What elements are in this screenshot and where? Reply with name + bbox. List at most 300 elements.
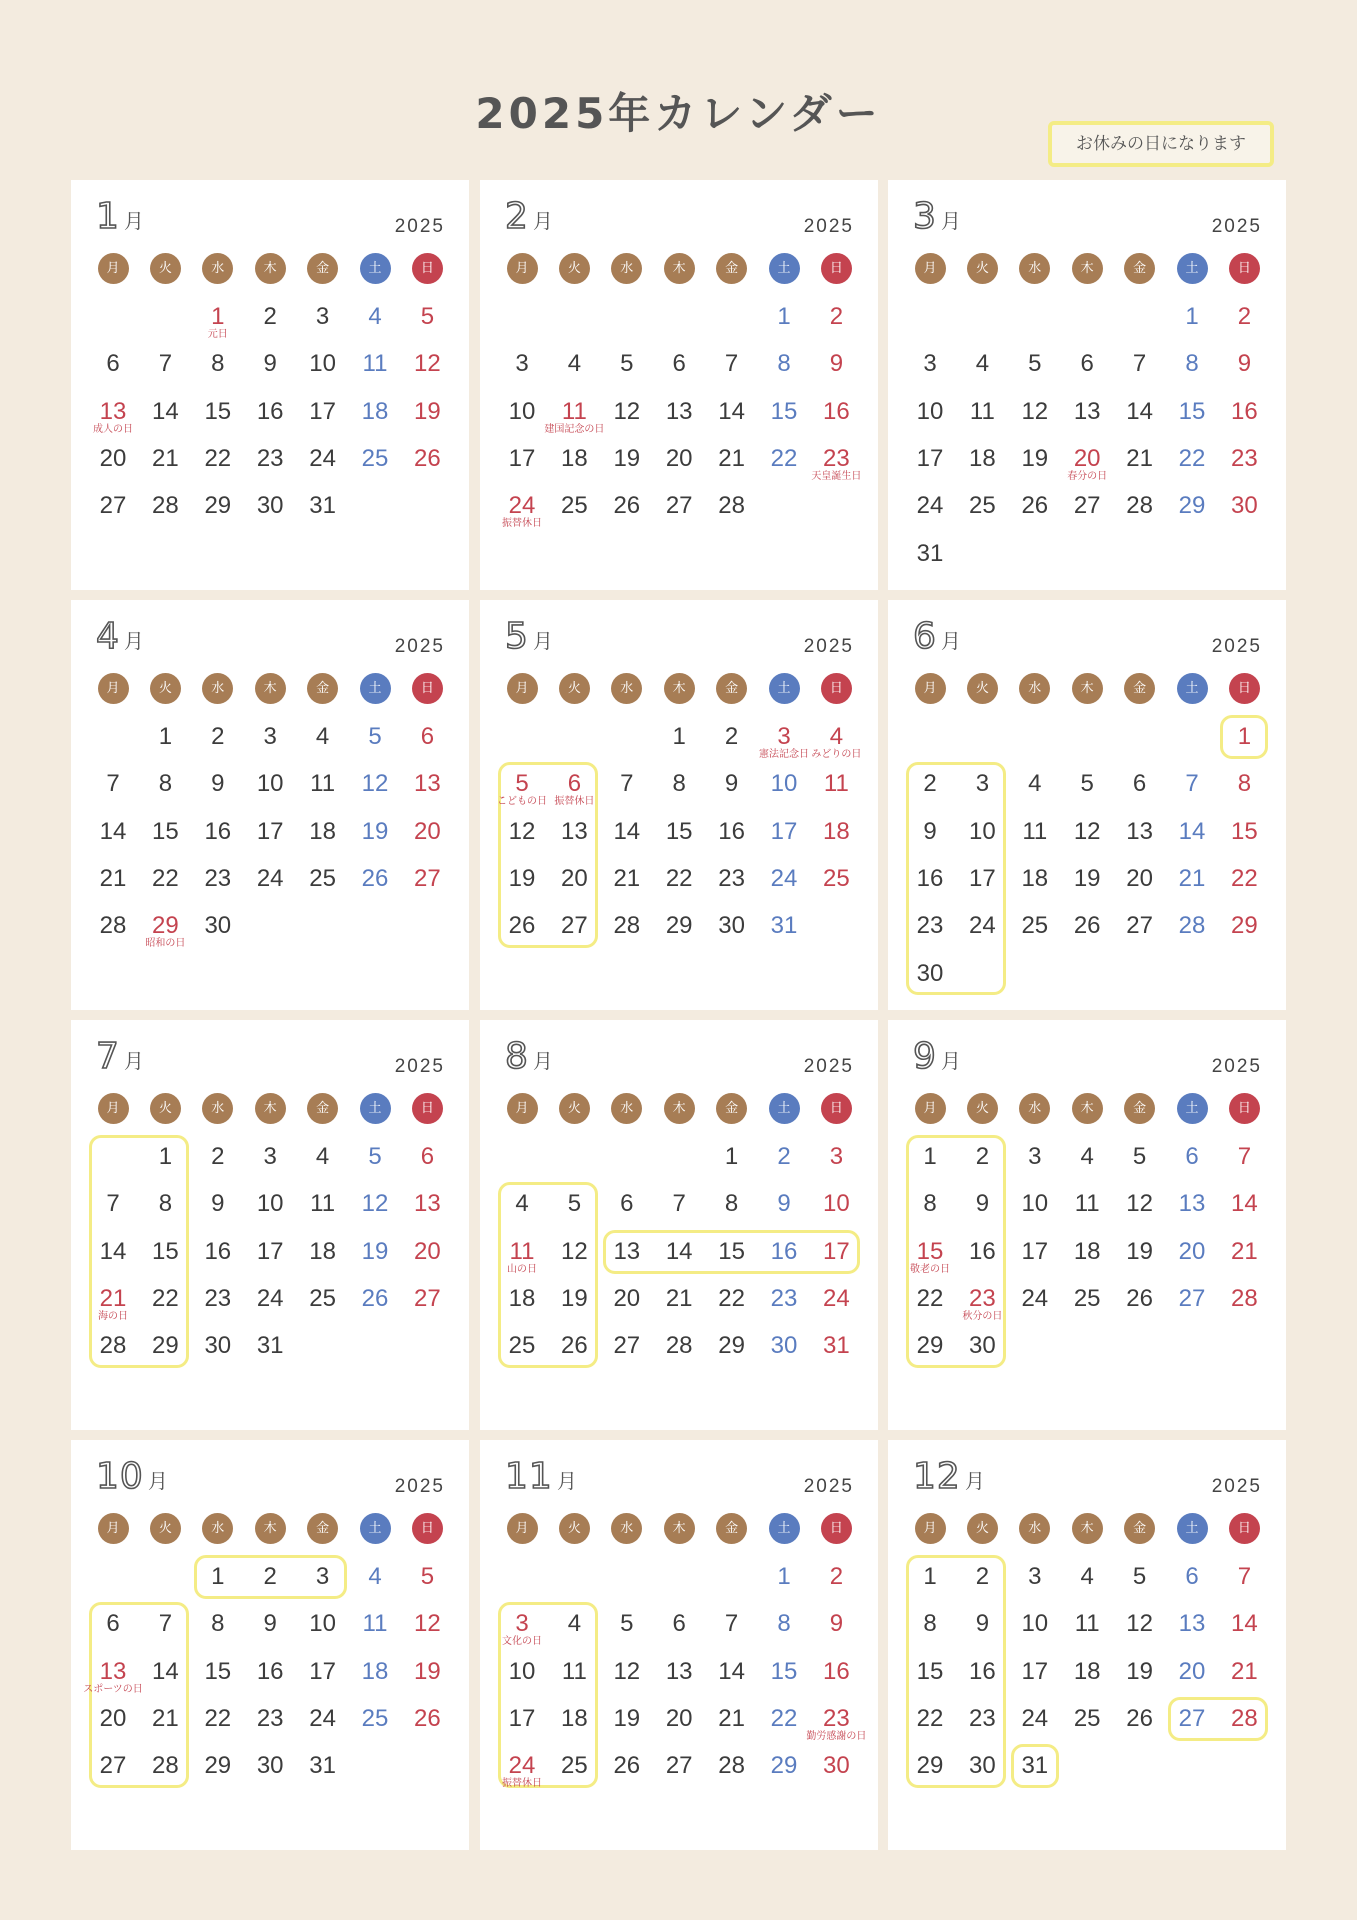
date-cell: 24: [1021, 1284, 1049, 1312]
weekday-badge-sun: 日: [821, 253, 852, 284]
date-cell: 15: [204, 397, 232, 425]
holiday-label: 成人の日: [93, 423, 133, 435]
date-cell: 9: [263, 350, 277, 378]
date-cell: 19: [1021, 444, 1049, 472]
date-cell: 10: [916, 397, 944, 425]
date-cell: 29: [1178, 492, 1206, 520]
date-cell: 23: [1231, 444, 1258, 472]
weekday-badge-sat: 土: [1177, 1513, 1208, 1544]
date-cell: 27: [1178, 1284, 1206, 1312]
date-cell: 16: [256, 397, 284, 425]
date-cell: 20: [1178, 1237, 1206, 1265]
date-cell: 1: [923, 1563, 937, 1590]
date-cell: 3: [1028, 1563, 1042, 1590]
weekday-badge-wed: 水: [202, 1093, 233, 1124]
date-cell: 9: [975, 1190, 990, 1218]
date-cell: 10: [508, 1657, 536, 1685]
holiday-label: 天皇誕生日: [811, 470, 862, 482]
date-cell: 14: [99, 817, 127, 845]
date-cell: 15: [770, 397, 798, 425]
date-cell: 22: [916, 1704, 944, 1732]
date-cell: 1: [672, 723, 686, 750]
date-cell: 7: [1237, 1143, 1252, 1170]
date-cell: 23: [969, 1704, 996, 1732]
date-cell: 22: [152, 1284, 179, 1312]
date-cell: 17: [1021, 1657, 1049, 1685]
holiday-date: 24: [508, 1752, 536, 1780]
date-cell: 29: [204, 1752, 232, 1780]
weekday-badge-wed: 水: [202, 253, 233, 284]
weekday-badge-sat: 土: [1177, 673, 1208, 704]
date-cell: 18: [561, 1704, 588, 1732]
holiday-date: 13: [99, 1657, 127, 1685]
date-cell: 14: [1126, 397, 1153, 425]
weekday-badge-tue: 火: [559, 1093, 590, 1124]
month-suffix: 月: [123, 629, 144, 653]
date-cell: 8: [724, 1190, 739, 1218]
date-cell: 27: [561, 912, 588, 940]
date-cell: 7: [724, 350, 739, 378]
weekday-badge-wed: 水: [202, 1513, 233, 1544]
date-cell: 13: [1178, 1190, 1206, 1218]
date-cell: 8: [777, 350, 791, 378]
month-card-8: [480, 1020, 878, 1430]
holiday-label: 建国記念の日: [544, 423, 605, 435]
date-cell: 11: [1022, 817, 1048, 845]
holiday-date: 6: [567, 770, 582, 798]
date-cell: 6: [672, 350, 686, 378]
date-cell: 16: [969, 1657, 996, 1685]
date-cell: 5: [567, 1190, 582, 1218]
date-cell: 31: [309, 1752, 336, 1780]
date-cell: 17: [256, 817, 284, 845]
weekday-badge-tue: 火: [967, 1093, 998, 1124]
date-cell: 17: [770, 817, 798, 845]
date-cell: 8: [1185, 350, 1199, 378]
date-cell: 27: [99, 1752, 127, 1780]
weekday-badge-mon: 月: [98, 1093, 129, 1124]
date-cell: 20: [414, 817, 441, 845]
date-cell: 27: [613, 1332, 641, 1360]
month-card-1: [71, 180, 469, 590]
weekday-badge-thu: 木: [664, 673, 695, 704]
date-cell: 26: [361, 864, 389, 892]
date-cell: 12: [1126, 1610, 1153, 1638]
weekday-badge-fri: 金: [307, 1093, 338, 1124]
date-cell: 7: [620, 770, 634, 798]
month-suffix: 月: [123, 1049, 144, 1073]
date-cell: 1: [724, 1143, 739, 1170]
month-card-2: [480, 180, 878, 590]
date-cell: 10: [256, 1190, 284, 1218]
date-cell: 2: [263, 303, 277, 330]
date-cell: 8: [923, 1190, 937, 1218]
date-cell: 8: [211, 350, 225, 378]
date-cell: 25: [1021, 912, 1049, 940]
holiday-date: 29: [152, 912, 179, 940]
date-cell: 21: [99, 864, 127, 892]
date-cell: 24: [770, 864, 798, 892]
date-cell: 1: [158, 723, 173, 750]
date-cell: 26: [613, 492, 641, 520]
date-cell: 8: [211, 1610, 225, 1638]
date-cell: 20: [1178, 1657, 1206, 1685]
date-cell: 7: [1132, 350, 1147, 378]
date-cell: 19: [1126, 1237, 1153, 1265]
date-cell: 26: [1126, 1704, 1153, 1732]
date-cell: 26: [508, 912, 536, 940]
date-cell: 28: [1231, 1704, 1258, 1732]
date-cell: 4: [975, 350, 990, 378]
weekday-badge-thu: 木: [664, 1513, 695, 1544]
month-suffix: 月: [147, 1469, 168, 1493]
weekday-badge-tue: 火: [150, 673, 181, 704]
date-cell: 9: [1237, 350, 1252, 378]
date-cell: 23: [718, 864, 745, 892]
date-cell: 4: [1028, 770, 1042, 798]
weekday-badge-sat: 土: [360, 673, 391, 704]
date-cell: 7: [158, 1610, 173, 1638]
weekday-badge-fri: 金: [716, 673, 747, 704]
weekday-badge-sun: 日: [821, 1093, 852, 1124]
date-cell: 6: [420, 1143, 435, 1170]
date-cell: 5: [1132, 1143, 1147, 1170]
date-cell: 24: [916, 492, 944, 520]
weekday-badge-mon: 月: [507, 253, 538, 284]
weekday-badge-sun: 日: [821, 673, 852, 704]
date-cell: 3: [515, 350, 529, 378]
date-cell: 28: [99, 912, 127, 940]
date-cell: 12: [613, 1657, 641, 1685]
month-number: 10: [96, 1456, 144, 1497]
weekday-badge-sat: 土: [769, 1093, 800, 1124]
date-cell: 28: [152, 492, 179, 520]
date-cell: 28: [718, 1752, 745, 1780]
weekday-badge-tue: 火: [150, 1513, 181, 1544]
holiday-label: 文化の日: [502, 1636, 542, 1648]
weekday-badge-mon: 月: [507, 673, 538, 704]
date-cell: 23: [770, 1284, 798, 1312]
date-cell: 19: [414, 397, 441, 425]
holiday-label: 振替休日: [554, 796, 595, 808]
weekday-badge-mon: 月: [915, 1093, 946, 1124]
date-cell: 13: [561, 817, 588, 845]
weekday-badge-sat: 土: [1177, 253, 1208, 284]
month-number: 2: [505, 196, 529, 237]
card-year: 2025: [394, 216, 445, 237]
date-cell: 17: [309, 397, 336, 425]
date-cell: 31: [916, 539, 944, 567]
date-cell: 30: [204, 912, 232, 940]
month-suffix: 月: [940, 1049, 961, 1073]
month-suffix: 月: [123, 209, 144, 233]
weekday-badge-tue: 火: [559, 1513, 590, 1544]
date-cell: 25: [823, 864, 850, 892]
date-cell: 18: [361, 397, 389, 425]
month-number: 3: [913, 196, 937, 237]
date-cell: 10: [256, 770, 284, 798]
card-year: 2025: [1211, 1056, 1262, 1077]
date-cell: 6: [620, 1190, 634, 1218]
date-cell: 16: [256, 1657, 284, 1685]
weekday-badge-sun: 日: [1229, 1093, 1260, 1124]
date-cell: 22: [770, 444, 798, 472]
holiday-label: 振替休日: [502, 1778, 542, 1790]
weekday-badge-fri: 金: [716, 1513, 747, 1544]
date-cell: 23: [256, 444, 284, 472]
date-cell: 16: [770, 1237, 798, 1265]
date-cell: 17: [508, 444, 536, 472]
month-number: 12: [913, 1456, 961, 1497]
date-cell: 13: [665, 1657, 693, 1685]
date-cell: 13: [414, 1190, 441, 1218]
holiday-date: 24: [508, 492, 536, 520]
date-cell: 18: [561, 444, 588, 472]
holiday-label: 敬老の日: [910, 1263, 950, 1275]
date-cell: 3: [263, 723, 277, 750]
date-cell: 12: [1073, 817, 1101, 845]
month-number: 7: [96, 1036, 120, 1077]
month-title: [96, 616, 144, 662]
weekday-badge-sun: 日: [412, 253, 443, 284]
date-cell: 17: [309, 1657, 336, 1685]
card-year: 2025: [1211, 216, 1262, 237]
card-year: 2025: [803, 636, 854, 657]
date-cell: 7: [106, 770, 120, 798]
date-cell: 5: [620, 1610, 634, 1638]
date-cell: 3: [315, 1563, 330, 1590]
date-cell: 29: [152, 1332, 179, 1360]
date-cell: 19: [508, 864, 536, 892]
date-cell: 2: [1237, 303, 1252, 330]
date-cell: 25: [508, 1332, 536, 1360]
date-cell: 24: [969, 912, 996, 940]
date-cell: 1: [158, 1143, 173, 1170]
date-cell: 26: [414, 444, 441, 472]
holiday-date: 23: [823, 444, 850, 472]
date-cell: 12: [361, 1190, 389, 1218]
weekday-badge-wed: 水: [611, 1093, 642, 1124]
date-cell: 21: [152, 1704, 179, 1732]
date-cell: 20: [99, 444, 127, 472]
date-cell: 21: [152, 444, 179, 472]
weekday-badge-tue: 火: [150, 1093, 181, 1124]
date-cell: 25: [309, 864, 336, 892]
date-cell: 6: [1185, 1563, 1199, 1590]
weekday-badge-fri: 金: [716, 253, 747, 284]
weekday-badge-mon: 月: [98, 1513, 129, 1544]
date-cell: 9: [777, 1190, 791, 1218]
date-cell: 7: [1237, 1563, 1252, 1590]
weekday-badge-fri: 金: [1124, 253, 1155, 284]
date-cell: 13: [1178, 1610, 1206, 1638]
date-cell: 9: [724, 770, 739, 798]
month-title: [96, 1036, 144, 1082]
date-cell: 18: [1073, 1237, 1101, 1265]
weekday-badge-thu: 木: [1072, 253, 1103, 284]
date-cell: 7: [672, 1190, 686, 1218]
month-number: 6: [913, 616, 937, 657]
date-cell: 5: [1080, 770, 1094, 798]
date-cell: 21: [1126, 444, 1153, 472]
date-cell: 28: [665, 1332, 693, 1360]
date-cell: 18: [361, 1657, 389, 1685]
date-cell: 30: [969, 1752, 996, 1780]
date-cell: 19: [613, 1704, 641, 1732]
month-title: [913, 196, 961, 242]
weekday-badge-mon: 月: [915, 253, 946, 284]
date-cell: 28: [718, 492, 745, 520]
date-cell: 20: [613, 1284, 641, 1312]
date-cell: 12: [414, 1610, 441, 1638]
date-cell: 10: [823, 1190, 850, 1218]
date-cell: 3: [829, 1143, 844, 1170]
date-cell: 5: [1028, 350, 1042, 378]
holiday-date: 23: [823, 1704, 850, 1732]
date-cell: 12: [414, 350, 441, 378]
date-cell: 27: [414, 1284, 441, 1312]
date-cell: 10: [1021, 1190, 1049, 1218]
date-cell: 7: [1185, 770, 1199, 798]
date-cell: 22: [665, 864, 693, 892]
date-cell: 27: [99, 492, 127, 520]
holiday-date: 4: [829, 723, 844, 750]
holiday-label: スポーツの日: [83, 1683, 143, 1695]
date-cell: 30: [823, 1752, 850, 1780]
date-cell: 14: [665, 1237, 693, 1265]
weekday-badge-sun: 日: [821, 1513, 852, 1544]
card-year: 2025: [394, 636, 445, 657]
date-cell: 30: [204, 1332, 232, 1360]
holiday-label: こどもの日: [497, 796, 547, 808]
date-cell: 19: [613, 444, 641, 472]
month-card-11: [480, 1440, 878, 1850]
month-number: 1: [96, 196, 120, 237]
weekday-badge-tue: 火: [559, 253, 590, 284]
date-cell: 22: [770, 1704, 798, 1732]
date-cell: 4: [567, 350, 582, 378]
date-cell: 17: [256, 1237, 284, 1265]
month-suffix: 月: [532, 209, 553, 233]
date-cell: 20: [665, 1704, 693, 1732]
month-number: 5: [505, 616, 529, 657]
card-year: 2025: [1211, 1476, 1262, 1497]
date-cell: 9: [211, 1190, 225, 1218]
date-cell: 18: [1021, 864, 1049, 892]
holiday-label: 憲法記念日: [759, 749, 809, 760]
holiday-label: 春分の日: [1067, 470, 1108, 482]
card-year: 2025: [394, 1056, 445, 1077]
month-card-7: [71, 1020, 469, 1430]
date-cell: 22: [204, 1704, 232, 1732]
date-cell: 21: [1231, 1237, 1258, 1265]
date-cell: 12: [1126, 1190, 1153, 1218]
date-cell: 28: [1231, 1284, 1258, 1312]
date-cell: 2: [777, 1143, 791, 1170]
date-cell: 22: [152, 864, 179, 892]
date-cell: 10: [309, 350, 336, 378]
weekday-badge-mon: 月: [507, 1093, 538, 1124]
date-cell: 18: [309, 817, 336, 845]
month-title: [96, 1456, 168, 1502]
date-cell: 12: [613, 397, 641, 425]
date-cell: 31: [309, 492, 336, 520]
date-cell: 13: [1073, 397, 1101, 425]
date-cell: 6: [1185, 1143, 1199, 1170]
date-cell: 2: [829, 303, 844, 330]
date-cell: 29: [665, 912, 693, 940]
date-cell: 4: [1080, 1143, 1094, 1170]
date-cell: 27: [665, 492, 693, 520]
date-cell: 19: [414, 1657, 441, 1685]
date-cell: 2: [975, 1563, 990, 1590]
date-cell: 25: [561, 492, 588, 520]
month-suffix: 月: [964, 1469, 985, 1493]
card-year: 2025: [803, 1056, 854, 1077]
weekday-badge-thu: 木: [255, 253, 286, 284]
weekday-badge-tue: 火: [150, 253, 181, 284]
weekday-badge-tue: 火: [967, 673, 998, 704]
date-cell: 16: [204, 1237, 232, 1265]
date-cell: 9: [975, 1610, 990, 1638]
weekday-badge-sat: 土: [769, 253, 800, 284]
date-cell: 7: [724, 1610, 739, 1638]
date-cell: 23: [256, 1704, 284, 1732]
weekday-badge-thu: 木: [664, 1093, 695, 1124]
holiday-date: 3: [777, 723, 791, 750]
date-cell: 4: [515, 1190, 529, 1218]
date-cell: 28: [1178, 912, 1206, 940]
date-cell: 13: [1126, 817, 1153, 845]
date-cell: 30: [969, 1332, 996, 1360]
date-cell: 1: [777, 1563, 791, 1590]
date-cell: 13: [613, 1237, 641, 1265]
date-cell: 15: [1178, 397, 1206, 425]
date-cell: 3: [315, 303, 330, 330]
date-cell: 10: [770, 770, 798, 798]
weekday-badge-sun: 日: [1229, 1513, 1260, 1544]
month-number: 9: [913, 1036, 937, 1077]
page-title: 2025年カレンダー: [475, 89, 882, 138]
date-cell: 14: [152, 397, 179, 425]
date-cell: 30: [256, 1752, 284, 1780]
date-cell: 23: [916, 912, 944, 940]
month-title: [505, 1456, 577, 1502]
date-cell: 31: [1021, 1752, 1049, 1780]
holiday-date: 1: [211, 303, 225, 330]
date-cell: 17: [1021, 1237, 1049, 1265]
date-cell: 30: [916, 959, 944, 987]
month-card-6: [888, 600, 1286, 1010]
holiday-label: 勤労感謝の日: [806, 1730, 867, 1742]
date-cell: 22: [204, 444, 232, 472]
date-cell: 9: [263, 1610, 277, 1638]
date-cell: 15: [916, 1657, 944, 1685]
date-cell: 23: [204, 1284, 232, 1312]
date-cell: 24: [256, 864, 284, 892]
weekday-badge-mon: 月: [915, 673, 946, 704]
date-cell: 2: [975, 1143, 990, 1170]
month-card-4: [71, 600, 469, 1010]
date-cell: 24: [823, 1284, 850, 1312]
date-cell: 4: [1080, 1563, 1094, 1590]
date-cell: 5: [1132, 1563, 1147, 1590]
weekday-badge-sat: 土: [360, 1093, 391, 1124]
month-card-10: [71, 1440, 469, 1850]
date-cell: 11: [1074, 1610, 1100, 1638]
date-cell: 28: [613, 912, 641, 940]
date-cell: 10: [508, 397, 536, 425]
